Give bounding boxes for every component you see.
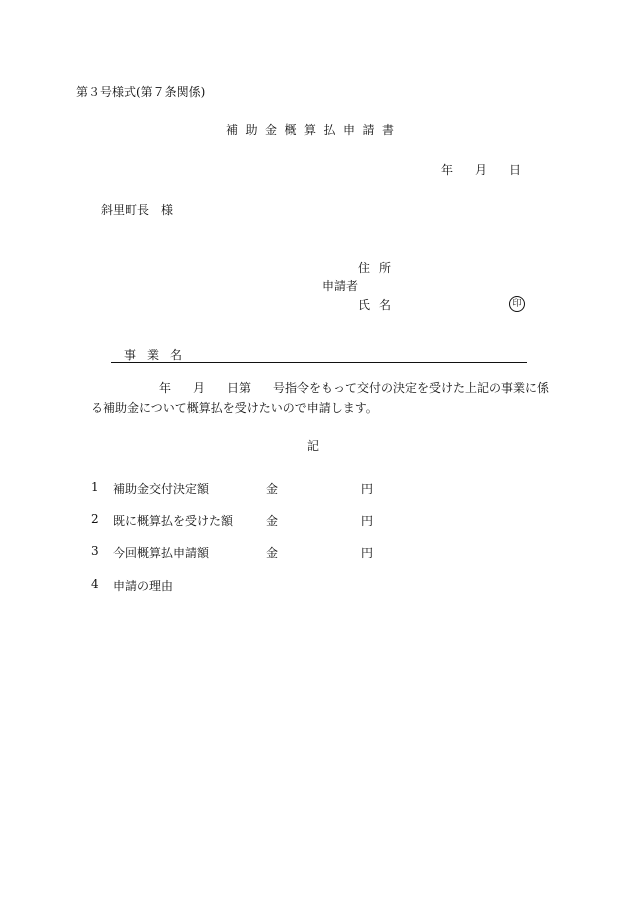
list-item [0, 480, 630, 494]
date-day: 日 [509, 163, 522, 177]
date-line [441, 164, 521, 176]
body-year: 年 [159, 381, 172, 395]
seal-mark: 印 [509, 296, 525, 312]
form-number: 第３号様式(第７条関係) [76, 85, 206, 99]
item-label: 申請の理由 [113, 579, 174, 593]
item-number: 1 [91, 480, 99, 494]
body-month: 月 [193, 381, 206, 395]
project-name-label: 事業名 [124, 348, 194, 362]
item-label: 補助金交付決定額 [113, 482, 210, 496]
item-yen: 円 [361, 514, 374, 528]
item-yen: 円 [361, 546, 374, 560]
item-label: 今回概算払申請額 [113, 546, 210, 560]
address-label: 住所 [358, 261, 401, 275]
list-item [0, 512, 630, 526]
project-name-underline [111, 362, 527, 363]
item-number: 2 [91, 512, 99, 526]
applicant-label: 申請者 [322, 279, 359, 293]
item-kin: 金 [266, 482, 279, 496]
body-day-no: 日第 [227, 381, 252, 395]
item-label: 既に概算払を受けた額 [113, 514, 234, 528]
ki-heading: 記 [307, 439, 320, 453]
item-yen: 円 [361, 482, 374, 496]
list-item [0, 577, 630, 591]
document-title: 補助金概算払申請書 [226, 123, 402, 137]
item-number: 4 [91, 577, 99, 591]
addressee: 斜里町長 様 [101, 203, 174, 217]
body-text-line-2: る補助金について概算払を受けたいので申請します。 [91, 401, 378, 415]
date-year: 年 [441, 163, 454, 177]
item-number: 3 [91, 544, 99, 558]
body-text-1: 号指令をもって交付の決定を受けた上記の事業に係 [273, 381, 550, 395]
list-item [0, 544, 630, 558]
name-label: 氏名 [358, 298, 401, 312]
item-kin: 金 [266, 546, 279, 560]
body-text-line-1 [159, 382, 549, 394]
item-kin: 金 [266, 514, 279, 528]
date-month: 月 [475, 163, 488, 177]
